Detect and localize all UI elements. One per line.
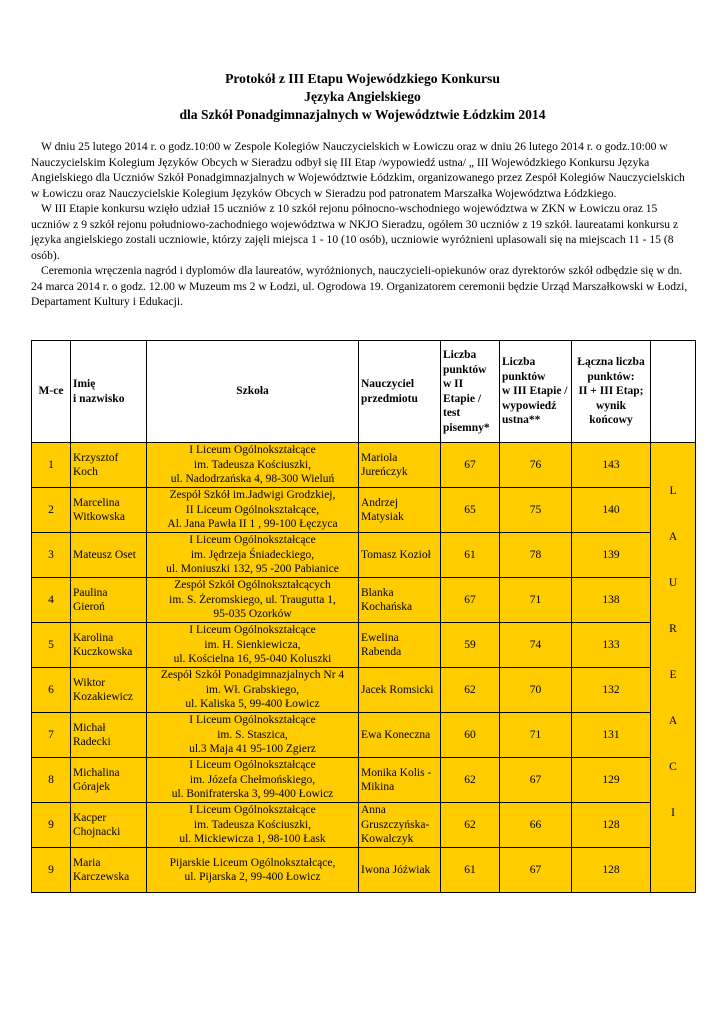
header-stage2-line: Etapie /: [443, 392, 482, 405]
cell-teacher-line: Anna: [361, 804, 386, 817]
cell-teacher-line: Mariola: [361, 451, 398, 464]
header-place: M-ce: [32, 341, 71, 443]
laureaci-letter: A: [668, 530, 678, 543]
header-total-line: wynik: [595, 399, 627, 412]
cell-school-line: ul. Kaliska 5, 99-400 Łowicz: [185, 698, 320, 711]
cell-teacher: [359, 623, 441, 668]
cell-teacher-line: Jacek Romsicki: [361, 683, 434, 696]
header-total-line: końcowy: [589, 414, 633, 427]
cell-name-line: Wiktor: [73, 676, 106, 689]
cell-total: 133: [572, 623, 651, 668]
cell-school: [147, 713, 359, 758]
cell-total: 129: [572, 758, 651, 803]
cell-teacher-line: Jureńczyk: [361, 466, 408, 478]
cell-place: 5: [32, 623, 71, 668]
cell-school-line: im. Jędrzeja Śniadeckiego,: [190, 548, 315, 561]
cell-school-line: im. Tadeusza Kościuszki,: [193, 818, 312, 831]
cell-teacher: [359, 443, 441, 488]
cell-school-line: Zespół Szkół Ogólnokształcących: [174, 579, 331, 592]
cell-stage3: 76: [500, 443, 572, 488]
cell-school-line: ul. Mickiewicza 1, 98-100 Łask: [179, 833, 326, 846]
cell-school: [147, 578, 359, 623]
cell-stage3: 74: [500, 623, 572, 668]
cell-name-line: Górajek: [73, 781, 111, 793]
cell-place: 6: [32, 668, 71, 713]
cell-name: [71, 668, 147, 713]
cell-teacher: [359, 758, 441, 803]
cell-name-line: Marcelina: [73, 496, 120, 509]
header-teacher-line: przedmiotu: [361, 392, 418, 405]
cell-teacher-line: Tomasz Kozioł: [361, 548, 431, 561]
cell-teacher-line: Kowalczyk: [361, 833, 414, 846]
cell-school-line: im. Tadeusza Kościuszki,: [193, 458, 312, 471]
cell-name: [71, 803, 147, 848]
results-body: [32, 443, 696, 893]
cell-name-line: Koch: [73, 466, 98, 478]
protocol-text: [31, 139, 692, 310]
laureaci-letter: I: [671, 806, 675, 819]
cell-school-line: ul. Moniuszki 132, 95 -200 Pabianice: [166, 563, 339, 576]
cell-school: [147, 803, 359, 848]
table-row: [32, 803, 696, 848]
cell-name: [71, 578, 147, 623]
cell-school-line: Zespół Szkół Ponadgimnazjalnych Nr 4: [160, 669, 345, 682]
header-stage2-line: Liczba: [443, 349, 477, 361]
cell-stage2: 59: [441, 623, 500, 668]
cell-name: [71, 443, 147, 488]
cell-teacher-line: Ewelina: [361, 631, 399, 644]
cell-stage2: 61: [441, 848, 500, 893]
cell-name: [71, 758, 147, 803]
cell-place: 1: [32, 443, 71, 488]
cell-name-line: Chojnacki: [73, 826, 121, 838]
cell-school-line: ul. Pijarska 2, 99-400 Łowicz: [184, 871, 321, 883]
cell-stage3: 71: [500, 578, 572, 623]
cell-name-line: Michalina: [73, 766, 120, 779]
header-stage2-line: w II: [443, 378, 464, 390]
laureaci-letter: U: [668, 576, 678, 589]
cell-stage2: 65: [441, 488, 500, 533]
cell-school-line: im. S. Staszica,: [217, 728, 288, 741]
cell-school-line: ul. Bonifraterska 3, 99-400 Łowicz: [171, 788, 334, 801]
cell-total: 139: [572, 533, 651, 578]
cell-school-line: Al. Jana Pawła II 1 , 99-100 Łęczyca: [167, 518, 338, 531]
header-laureaci: [651, 341, 696, 443]
table-row: [32, 533, 696, 578]
table-row: [32, 848, 696, 893]
header-total-line: Łączna liczba: [577, 356, 645, 369]
table-row: [32, 713, 696, 758]
table-row: [32, 758, 696, 803]
cell-name-line: Karolina: [73, 631, 114, 644]
cell-stage3: 71: [500, 713, 572, 758]
cell-teacher: [359, 713, 441, 758]
table-header-row: [32, 341, 696, 443]
cell-school-line: Pijarskie Liceum Ogólnokształcące,: [169, 856, 336, 869]
cell-teacher-line: Matysiak: [361, 511, 404, 523]
title-line: Protokół z III Etapu Wojewódzkiego Konkursu: [225, 71, 500, 86]
cell-name-line: Maria: [73, 856, 101, 869]
header-teacher: [359, 341, 441, 443]
cell-place: 2: [32, 488, 71, 533]
cell-name-line: Witkowska: [73, 511, 125, 523]
cell-teacher-line: Gruszczyńska-: [361, 818, 430, 831]
cell-teacher-line: Mikina: [361, 781, 395, 793]
table-row: [32, 443, 696, 488]
cell-teacher: [359, 533, 441, 578]
cell-stage3: 66: [500, 803, 572, 848]
laureaci-letter: A: [668, 714, 678, 727]
cell-school-line: im. H. Sienkiewicza,: [204, 638, 301, 651]
cell-stage2: 61: [441, 533, 500, 578]
header-stage3-line: Liczba: [502, 356, 536, 369]
cell-name-line: Paulina: [73, 586, 108, 599]
title-line: dla Szkół Ponadgimnazjalnych w Województwie Łódzkim 2014: [179, 107, 546, 122]
cell-name: [71, 848, 147, 893]
paragraph-competition-info: W dniu 25 lutego 2014 r. o godz.10:00 w Zespole Kolegiów Nauczycielskich w Łowiczu oraz w dniu 26 lutego 2014 r. o godz.10:00 w Nauczycielskim Kolegium Języków Obcych w Sieradzu odbył się III Etap /wypowiedź ustna/ „ III Wojewódzkiego Konkursu Języka Angielskiego dla Uczniów Szkół Ponadgimnazjalnych w Województwie Łódzkim, organizowanego przez Zespół Kolegiów Nauczycielskich w Łowiczu oraz Nauczycielskie Kolegium Języków Obcych w Sieradzu pod patronatem Marszałka Województwa Łódzkiego.: [31, 140, 685, 200]
cell-total: 132: [572, 668, 651, 713]
cell-total: 131: [572, 713, 651, 758]
cell-stage3: 67: [500, 758, 572, 803]
cell-name-line: Gieroń: [73, 601, 105, 613]
cell-school: [147, 848, 359, 893]
cell-school-line: ul. Nadodrzańska 4, 98-300 Wieluń: [170, 473, 335, 486]
cell-teacher-line: Andrzej: [361, 496, 399, 509]
cell-place: 9: [32, 848, 71, 893]
table-row: [32, 578, 696, 623]
cell-stage3: 67: [500, 848, 572, 893]
table-row: [32, 668, 696, 713]
cell-name: [71, 623, 147, 668]
header-teacher-line: Nauczyciel: [361, 378, 415, 390]
cell-school-line: I Liceum Ogólnokształcące: [189, 534, 316, 547]
cell-total: 128: [572, 803, 651, 848]
cell-school-line: I Liceum Ogólnokształcące: [189, 804, 316, 817]
header-stage3-line: ustna**: [502, 414, 541, 427]
cell-stage2: 67: [441, 578, 500, 623]
cell-stage2: 62: [441, 803, 500, 848]
cell-teacher-line: Iwona Jóźwiak: [361, 863, 431, 876]
table-row: [32, 623, 696, 668]
cell-school-line: I Liceum Ogólnokształcące: [189, 624, 316, 637]
cell-school: [147, 488, 359, 533]
cell-name-line: Karczewska: [73, 871, 130, 883]
cell-school-line: im. Wł. Grabskiego,: [205, 683, 300, 696]
header-total-line: punktów:: [587, 370, 635, 383]
header-stage2-points: [441, 341, 500, 443]
cell-teacher-line: Blanka: [361, 586, 394, 599]
cell-school-line: I Liceum Ogólnokształcące: [189, 759, 316, 772]
cell-school-line: Zespół Szkół im.Jadwigi Grodzkiej,: [169, 489, 336, 502]
header-stage2-line: pisemny*: [443, 421, 490, 434]
cell-school-line: 95-035 Ozorków: [213, 608, 292, 621]
cell-school-line: I Liceum Ogólnokształcące: [189, 714, 316, 727]
cell-name-line: Kuczkowska: [73, 646, 133, 658]
cell-teacher: [359, 488, 441, 533]
laureaci-letter: E: [669, 668, 677, 681]
cell-name-line: Michał: [73, 721, 106, 734]
cell-stage2: 60: [441, 713, 500, 758]
cell-school: [147, 758, 359, 803]
cell-teacher: [359, 848, 441, 893]
document-title: [0, 70, 725, 124]
cell-name-line: Kozakiewicz: [73, 691, 134, 703]
cell-school-line: im. S. Żeromskiego, ul. Traugutta 1,: [169, 593, 336, 606]
cell-school: [147, 623, 359, 668]
cell-name: [71, 488, 147, 533]
header-total-line: II + III Etap;: [578, 385, 644, 398]
cell-place: 9: [32, 803, 71, 848]
cell-place: 7: [32, 713, 71, 758]
cell-stage2: 62: [441, 668, 500, 713]
header-name-line: i nazwisko: [73, 392, 125, 405]
cell-name-line: Mateusz Oset: [73, 548, 136, 561]
table-row: [32, 488, 696, 533]
cell-teacher: [359, 668, 441, 713]
cell-name: [71, 533, 147, 578]
cell-school-line: I Liceum Ogólnokształcące: [189, 444, 316, 457]
header-stage2-line: test: [443, 407, 461, 419]
laureaci-letter: C: [669, 760, 677, 773]
cell-place: 3: [32, 533, 71, 578]
header-name: [71, 341, 147, 443]
cell-total: 128: [572, 848, 651, 893]
laureaci-letter: R: [669, 622, 677, 635]
cell-total: 143: [572, 443, 651, 488]
title-line: Języka Angielskiego: [304, 89, 421, 104]
cell-stage2: 62: [441, 758, 500, 803]
cell-stage3: 75: [500, 488, 572, 533]
header-stage3-line: wypowiedź: [502, 399, 557, 412]
cell-school-line: II Liceum Ogólnokształcące,: [185, 503, 320, 516]
cell-school-line: ul. Kościelna 16, 95-040 Koluszki: [173, 653, 332, 666]
header-stage3-line: punktów: [502, 370, 546, 383]
cell-name: [71, 713, 147, 758]
cell-place: 8: [32, 758, 71, 803]
cell-school: [147, 443, 359, 488]
cell-name-line: Radecki: [73, 736, 111, 748]
cell-name-line: Krzysztof: [73, 451, 119, 464]
cell-teacher-line: Ewa Koneczna: [361, 728, 431, 741]
results-table: [31, 340, 696, 893]
header-school: Szkoła: [147, 341, 359, 443]
cell-school: [147, 533, 359, 578]
cell-total: 140: [572, 488, 651, 533]
cell-teacher: [359, 803, 441, 848]
cell-school: [147, 668, 359, 713]
header-name-line: Imię: [73, 378, 96, 390]
paragraph-participants: W III Etapie konkursu wzięło udział 15 uczniów z 10 szkół rejonu północno-wschodniego województwa w ZKN w Łowiczu oraz 15 uczniów z 9 szkół rejonu południowo-zachodniego województwa w NKJO Sieradzu, ogółem 30 uczniów z 19 szkół. laureatami konkursu z języka angielskiego zostali uczniowie, którzy zajęli miejsca 1 - 10 (10 osób), uczniowie wyróżnieni uplasowali się na miejscach 11 - 15 (8 osób).: [31, 202, 679, 262]
header-total-points: [572, 341, 651, 443]
cell-teacher-line: Rabenda: [361, 646, 402, 658]
cell-total: 138: [572, 578, 651, 623]
cell-name-line: Kacper: [73, 811, 107, 824]
cell-school-line: im. Józefa Chełmońskiego,: [189, 773, 316, 786]
header-stage3-points: [500, 341, 572, 443]
laureaci-letter: L: [669, 484, 677, 497]
cell-teacher-line: Monika Kolis -: [361, 766, 432, 779]
cell-stage3: 70: [500, 668, 572, 713]
cell-school-line: ul.3 Maja 41 95-100 Zgierz: [189, 743, 316, 756]
laureaci-column: [651, 443, 696, 893]
cell-teacher-line: Kochańska: [361, 601, 413, 613]
paragraph-ceremony: Ceremonia wręczenia nagród i dyplomów dla laureatów, wyróżnionych, nauczycieli-opiekunów oraz dyrektorów szkół odbędzie się w dn. 24 marca 2014 r. o godz. 12.00 w Muzeum ms 2 w Łodzi, ul. Ogrodowa 19. Organizatorem ceremonii będzie Urząd Marszałkowski w Łodzi, Departament Kultury i Edukacji.: [31, 264, 688, 308]
cell-teacher: [359, 578, 441, 623]
header-stage2-line: punktów: [443, 363, 487, 376]
header-stage3-line: w III Etapie /: [502, 385, 568, 398]
cell-place: 4: [32, 578, 71, 623]
cell-stage2: 67: [441, 443, 500, 488]
cell-stage3: 78: [500, 533, 572, 578]
